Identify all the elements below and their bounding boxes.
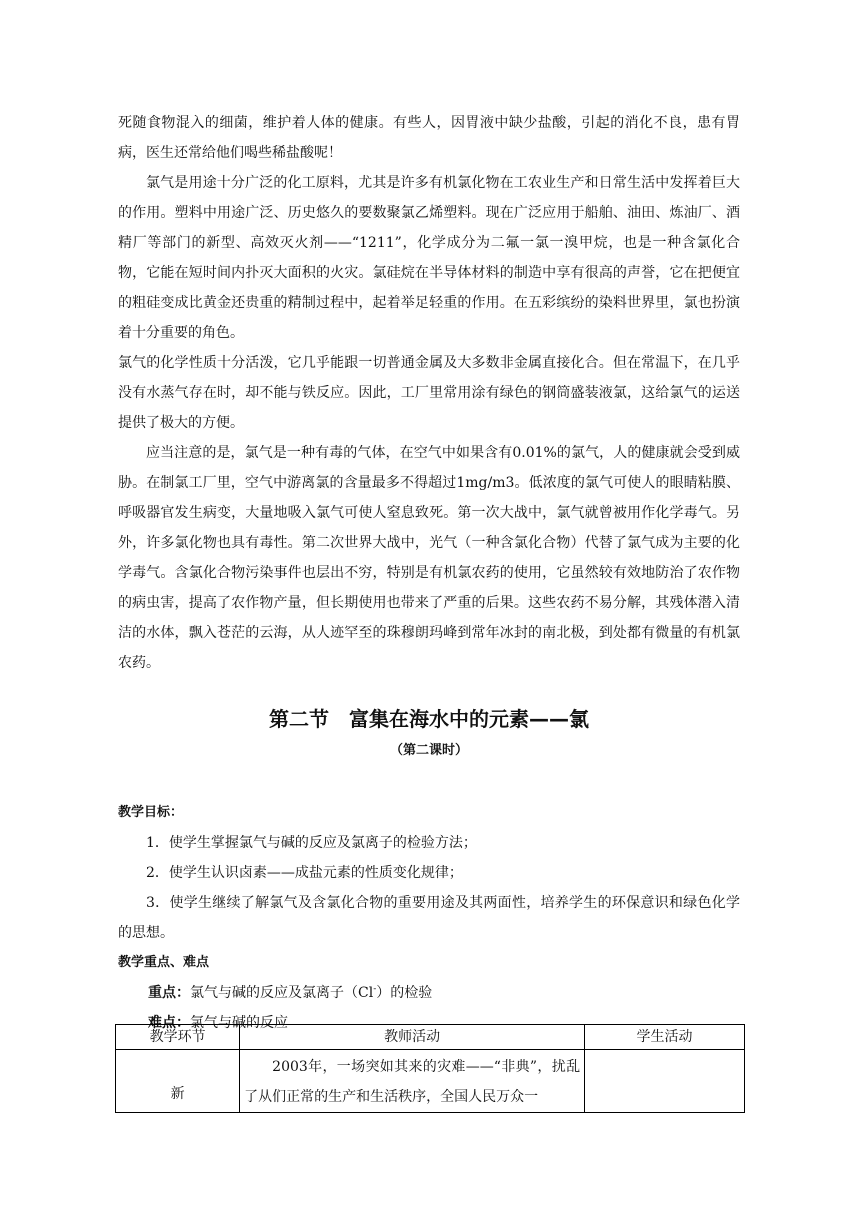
focus-text: 氯气与碱的反应及氯离子（Cl — [190, 985, 374, 1001]
objective-item-1: 1．使学生掌握氯气与碱的反应及氯离子的检验方法； — [146, 835, 477, 851]
key-points-heading: 教学重点、难点 — [118, 955, 210, 970]
header-student: 学生活动 — [585, 1025, 745, 1050]
cell-student — [585, 1050, 745, 1113]
stage-text: 新 — [170, 1086, 185, 1102]
document-page — [118, 108, 740, 1038]
table-row — [116, 1050, 745, 1113]
cell-teacher — [240, 1050, 585, 1113]
objective-item-3: 3．使学生继续了解氯气及含氯化合物的重要用途及其两面性，培养学生的环保意识和绿色化学的思想。 — [118, 895, 740, 941]
header-stage: 教学环节 — [116, 1025, 240, 1050]
focus-label: 重点： — [148, 985, 190, 1001]
focus-text-end: ）的检验 — [376, 985, 433, 1001]
objective-item-2: 2．使学生认识卤素——成盐元素的性质变化规律； — [146, 865, 463, 881]
cell-stage — [116, 1050, 240, 1113]
lesson-plan-table — [115, 1024, 745, 1113]
objectives-heading: 教学目标： — [118, 805, 184, 820]
difficulty-label: 难点： — [148, 1015, 190, 1031]
teacher-text: 2003年，一场突如其来的灾难——“非典”，扰乱了从们正常的生产和生活秩序，全国人民万众一 — [244, 1059, 581, 1105]
paragraph-3: 氯气的化学性质十分活泼，它几乎能跟一切普通金属及大多数非金属直接化合。但在常温下，在几乎没有水蒸气存在时，却不能与铁反应。因此，工厂里常用涂有绿色的钢筒盛装液氯，这给氯气的运送提供了极大的方便。 — [118, 355, 740, 431]
paragraph-4: 应当注意的是，氯气是一种有毒的气体，在空气中如果含有0.01%的氯气，人的健康就会受到威胁。在制氯工厂里，空气中游离氯的含量最多不得超过1mg/m3。低浓度的氯气可使人的眼睛粘膜、呼吸器官发生病变，大量地吸入氯气可使人窒息致死。第一次大战中，氯气就曾被用作化学毒气。另外，许多氯化物也具有毒性。第二次世界大战中，光气（一种含氯化合物）代替了氯气成为主要的化学毒气。含氯化合物污染事件也层出不穷，特别是有机氯农药的使用，它虽然较有效地防治了农作物的病虫害，提高了农作物产量，但长期使用也带来了严重的后果。这些农药不易分解，其残体潜入清洁的水体，飘入苍茫的云海，从人迹罕至的珠穆朗玛峰到常年冰封的南北极，到处都有微量的有机氯农药。 — [118, 445, 740, 671]
section-subtitle: （第二课时） — [389, 743, 468, 758]
header-teacher: 教师活动 — [240, 1025, 585, 1050]
section-title: 第二节 富集在海水中的元素——氯 — [269, 707, 589, 731]
focus-line — [118, 978, 740, 1008]
paragraph-2: 氯气是用途十分广泛的化工原料，尤其是许多有机氯化物在工农业生产和日常生活中发挥着巨大的作用。塑料中用途广泛、历史悠久的要数聚氯乙烯塑料。现在广泛应用于船舶、油田、炼油厂、酒精厂等部门的新型、高效灭火剂——“1211”，化学成分为二氟一氯一溴甲烷，也是一种含氯化合物，它能在短时间内扑灭大面积的火灾。氯硅烷在半导体材料的制造中享有很高的声誉，它在把便宜的粗硅变成比黄金还贵重的精制过程中，起着举足轻重的作用。在五彩缤纷的染料世界里，氯也扮演着十分重要的角色。 — [118, 175, 740, 341]
table-header-row — [116, 1025, 745, 1050]
paragraph-1: 死随食物混入的细菌，维护着人体的健康。有些人，因胃液中缺少盐酸，引起的消化不良，患有胃病，医生还常给他们喝些稀盐酸呢！ — [118, 115, 740, 161]
difficulty-text: 氯气与碱的反应 — [190, 1015, 288, 1031]
chloride-charge: - — [373, 984, 377, 995]
